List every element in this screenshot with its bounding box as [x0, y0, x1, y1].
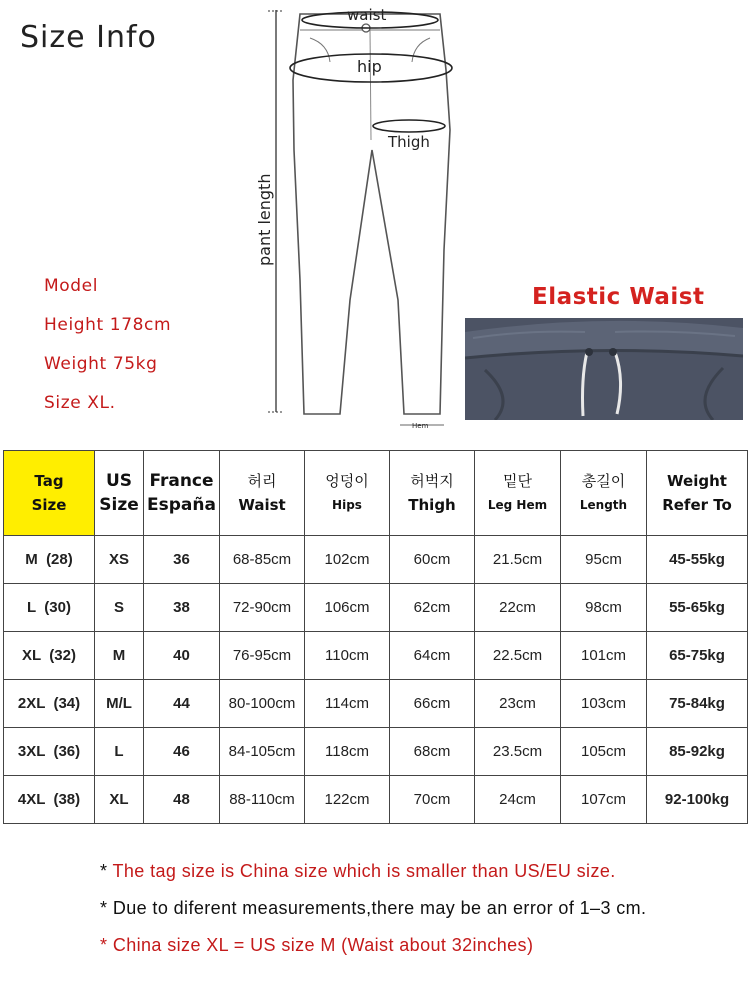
hips-cell: 114cm: [305, 680, 390, 728]
model-weight: Weight 75kg: [44, 354, 158, 374]
note-size-conversion: * China size XL = US size M (Waist about 32inches): [100, 935, 534, 955]
weight-cell: 85-92kg: [647, 728, 748, 776]
length-cell: 107cm: [561, 776, 647, 824]
waist-cell: 80-100cm: [220, 680, 305, 728]
thigh-cell: 60cm: [390, 536, 475, 584]
eu-size-cell: 36: [144, 536, 220, 584]
length-cell: 103cm: [561, 680, 647, 728]
waist-cell: 72-90cm: [220, 584, 305, 632]
thigh-label: Thigh: [388, 133, 430, 151]
waist-cell: 88-110cm: [220, 776, 305, 824]
hem-cell: 24cm: [475, 776, 561, 824]
header-france-espana: France España: [144, 451, 220, 536]
tag-size-cell: M (28): [4, 536, 95, 584]
weight-cell: 75-84kg: [647, 680, 748, 728]
us-size-cell: L: [95, 728, 144, 776]
waist-cell: 68-85cm: [220, 536, 305, 584]
length-cell: 105cm: [561, 728, 647, 776]
hem-cell: 23.5cm: [475, 728, 561, 776]
eu-size-cell: 38: [144, 584, 220, 632]
hem-cell: 22cm: [475, 584, 561, 632]
us-size-cell: XS: [95, 536, 144, 584]
header-hips: 엉덩이 Hips: [305, 451, 390, 536]
waist-label: waist: [347, 6, 387, 24]
eu-size-cell: 46: [144, 728, 220, 776]
hips-cell: 102cm: [305, 536, 390, 584]
tag-size-cell: L (30): [4, 584, 95, 632]
length-cell: 95cm: [561, 536, 647, 584]
waist-cell: 76-95cm: [220, 632, 305, 680]
header-tag-size: Tag Size: [4, 451, 95, 536]
hem-cell: 23cm: [475, 680, 561, 728]
thigh-cell: 70cm: [390, 776, 475, 824]
table-row: [4, 776, 748, 824]
table-row: [4, 584, 748, 632]
hem-cell: 21.5cm: [475, 536, 561, 584]
weight-cell: 45-55kg: [647, 536, 748, 584]
tag-size-cell: 3XL (36): [4, 728, 95, 776]
length-cell: 101cm: [561, 632, 647, 680]
us-size-cell: M: [95, 632, 144, 680]
eu-size-cell: 40: [144, 632, 220, 680]
table-row: [4, 632, 748, 680]
tag-size-cell: 4XL (38): [4, 776, 95, 824]
us-size-cell: M/L: [95, 680, 144, 728]
header-leg-hem: 밑단 Leg Hem: [475, 451, 561, 536]
pants-diagram: [250, 6, 460, 436]
header-thigh: 허벅지 Thigh: [390, 451, 475, 536]
table-row: [4, 728, 748, 776]
tag-size-cell: XL (32): [4, 632, 95, 680]
elastic-waist-photo: [465, 318, 743, 420]
size-notes: [100, 858, 646, 969]
model-heading: Model: [44, 276, 99, 296]
model-info: [44, 273, 171, 429]
eu-size-cell: 44: [144, 680, 220, 728]
elastic-waist-label: Elastic Waist: [532, 284, 705, 310]
length-cell: 98cm: [561, 584, 647, 632]
thigh-cell: 64cm: [390, 632, 475, 680]
header-length: 총길이 Length: [561, 451, 647, 536]
table-row: [4, 536, 748, 584]
page-title: Size Info: [20, 20, 157, 55]
thigh-cell: 62cm: [390, 584, 475, 632]
thigh-cell: 68cm: [390, 728, 475, 776]
header-waist: 허리 Waist: [220, 451, 305, 536]
model-height: Height 178cm: [44, 315, 172, 335]
header-us-size: US Size: [95, 451, 144, 536]
note-china-size: * The tag size is China size which is smaller than US/EU size.: [100, 861, 616, 881]
thigh-cell: 66cm: [390, 680, 475, 728]
eu-size-cell: 48: [144, 776, 220, 824]
table-row: [4, 680, 748, 728]
size-table: [3, 450, 748, 824]
weight-cell: 55-65kg: [647, 584, 748, 632]
note-measurement-error: * Due to diferent measurements,there may be an error of 1–3 cm.: [100, 898, 647, 918]
tag-size-cell: 2XL (34): [4, 680, 95, 728]
waist-cell: 84-105cm: [220, 728, 305, 776]
hips-cell: 110cm: [305, 632, 390, 680]
weight-cell: 65-75kg: [647, 632, 748, 680]
hem-label: Hem: [412, 422, 429, 430]
us-size-cell: S: [95, 584, 144, 632]
model-size: Size XL.: [44, 393, 116, 413]
table-header-row: [4, 451, 748, 536]
us-size-cell: XL: [95, 776, 144, 824]
hips-cell: 106cm: [305, 584, 390, 632]
hem-cell: 22.5cm: [475, 632, 561, 680]
hip-label: hip: [357, 57, 382, 76]
hips-cell: 122cm: [305, 776, 390, 824]
pant-length-label: pant length: [255, 173, 274, 266]
header-weight: Weight Refer To: [647, 451, 748, 536]
hips-cell: 118cm: [305, 728, 390, 776]
weight-cell: 92-100kg: [647, 776, 748, 824]
